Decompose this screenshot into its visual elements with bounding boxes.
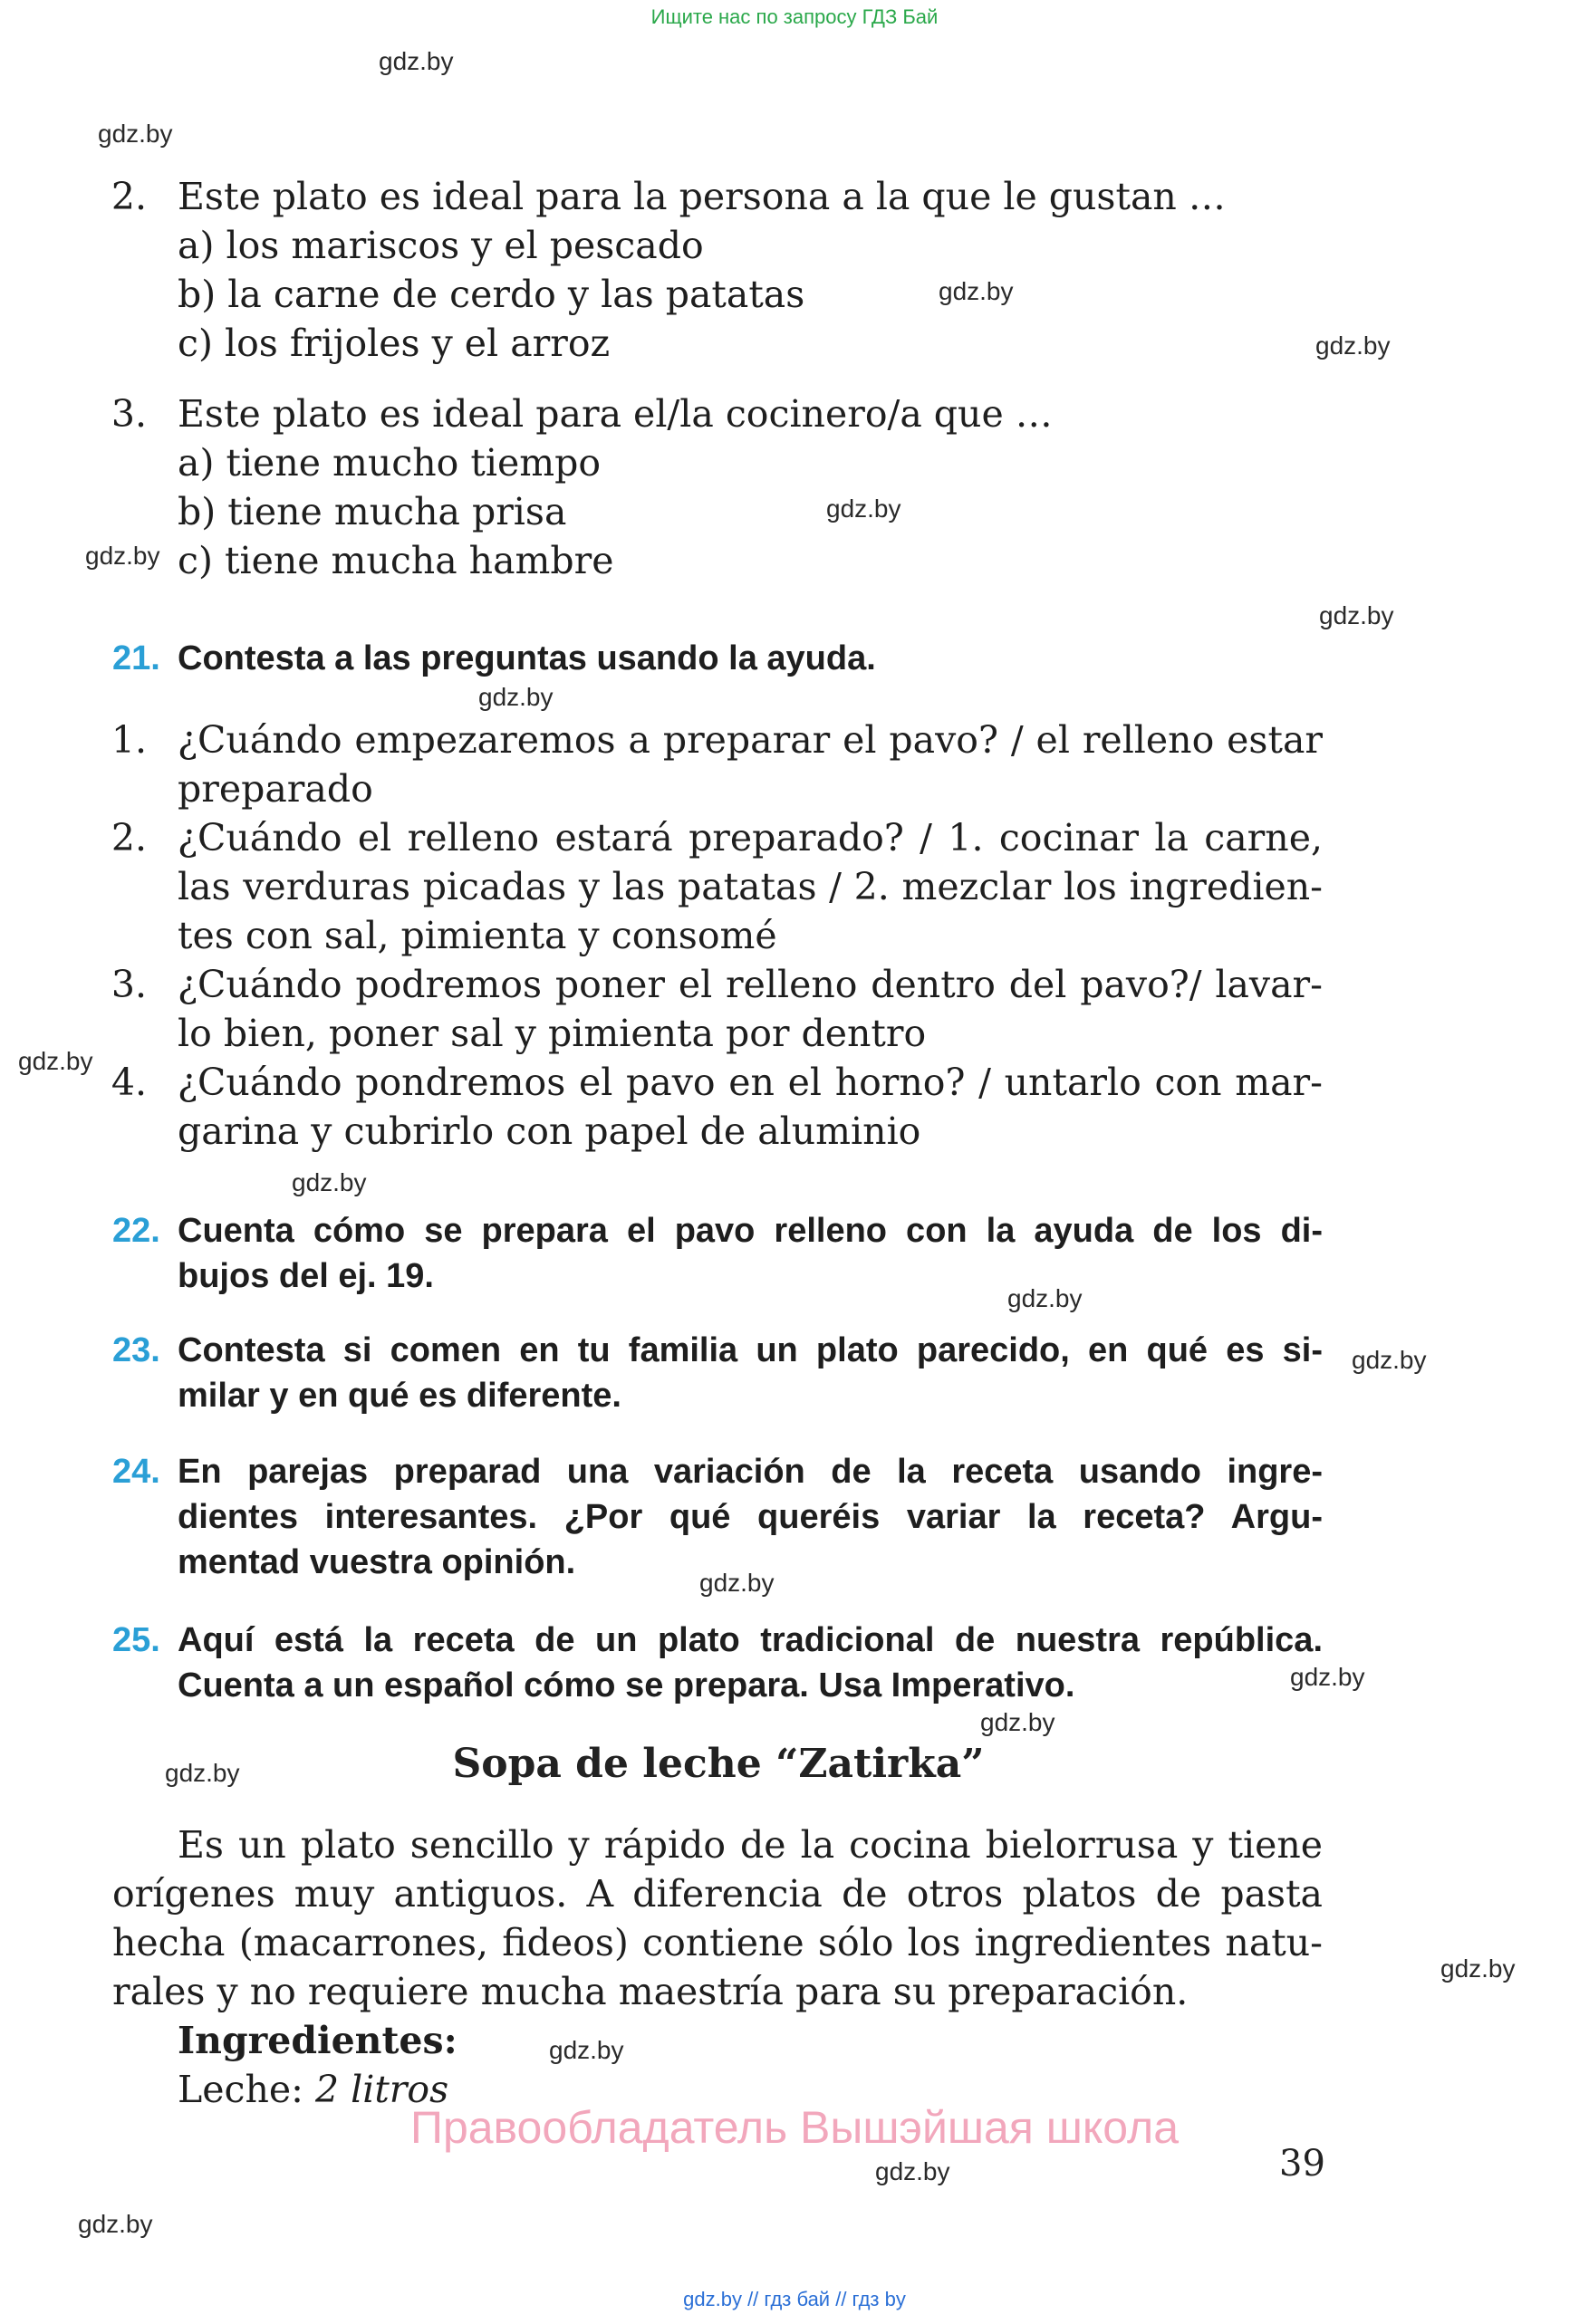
list-item-text: ¿Cuándo el relleno estará preparado? / 1. cocinar la carne, xyxy=(178,816,1323,859)
watermark: gdz.by xyxy=(1290,1663,1365,1691)
watermark: gdz.by xyxy=(78,2210,153,2238)
list-item-text: ¿Cuándo podremos poner el relleno dentro del pavo?/ lavar- xyxy=(178,963,1323,1006)
ingredient-name: Leche: xyxy=(178,2068,303,2111)
exercise-number: 22. xyxy=(112,1212,160,1250)
recipe-paragraph-line: Es un plato sencillo y rápido de la cocina bielorrusa y tiene xyxy=(178,1823,1323,1867)
top-banner: Ищите нас по запросу ГДЗ Бай xyxy=(650,5,939,28)
watermark: gdz.by xyxy=(549,2036,624,2064)
watermark: gdz.by xyxy=(699,1569,775,1597)
answer-option: b) la carne de cerdo y las patatas xyxy=(178,273,805,316)
list-item-text: preparado xyxy=(178,767,373,811)
list-item-number: 1. xyxy=(111,718,147,762)
ingredient-amount: 2 litros xyxy=(314,2068,449,2111)
watermark: gdz.by xyxy=(85,542,160,570)
exercise-number: 23. xyxy=(112,1331,160,1369)
watermark: gdz.by xyxy=(1319,601,1394,629)
list-item-text: ¿Cuándo pondremos el pavo en el horno? / untarlo con mar- xyxy=(178,1061,1323,1104)
recipe-paragraph-line: hecha (macarrones, fideos) contiene sólo los ingredientes natu- xyxy=(112,1921,1323,1964)
exercise-text: Cuenta cómo se prepara el pavo relleno con la ayuda de los di- xyxy=(178,1212,1323,1250)
recipe-title: Sopa de leche “Zatirka” xyxy=(452,1741,985,1787)
question-number: 2. xyxy=(111,175,147,218)
ingredients-heading: Ingredientes: xyxy=(178,2019,457,2062)
watermark: gdz.by xyxy=(292,1168,367,1196)
watermark: gdz.by xyxy=(1007,1284,1083,1312)
watermark: gdz.by xyxy=(379,47,454,75)
watermark: gdz.by xyxy=(939,277,1014,305)
exercise-text: Contesta si comen en tu familia un plato parecido, en qué es si- xyxy=(178,1331,1323,1369)
watermark: gdz.by xyxy=(1315,331,1391,360)
exercise-number: 24. xyxy=(112,1453,160,1491)
answer-option: c) los frijoles y el arroz xyxy=(178,322,611,365)
list-item-text: garina y cubrirlo con papel de aluminio xyxy=(178,1109,921,1153)
recipe-paragraph-line: orígenes muy antiguos. A diferencia de otros platos de pasta xyxy=(112,1872,1323,1916)
exercise-number: 21. xyxy=(112,639,160,677)
exercise-number: 25. xyxy=(112,1621,160,1659)
list-item-text: las verduras picadas y las patatas / 2. mezclar los ingredien- xyxy=(178,865,1323,908)
watermark: gdz.by xyxy=(1352,1346,1427,1374)
answer-option: c) tiene mucha hambre xyxy=(178,539,614,582)
exercise-text: mentad vuestra opinión. xyxy=(178,1543,576,1581)
exercise-text: Cuenta a un español cómo se prepara. Usa Imperativo. xyxy=(178,1666,1075,1705)
watermark: gdz.by xyxy=(478,683,554,711)
answer-option: b) tiene mucha prisa xyxy=(178,490,567,533)
exercise-title: Contesta a las preguntas usando la ayuda. xyxy=(178,639,876,677)
recipe-paragraph-line: rales y no requiere mucha maestría para su preparación. xyxy=(112,1970,1189,2013)
list-item-text: ¿Cuándo empezaremos a preparar el pavo? / el relleno estar xyxy=(178,718,1323,762)
watermark: gdz.by xyxy=(18,1047,93,1075)
list-item-number: 4. xyxy=(111,1061,147,1104)
question-number: 3. xyxy=(111,392,147,436)
question-text: Este plato es ideal para la persona a la que le gustan … xyxy=(178,175,1226,218)
footer-links: gdz.by // гдз бай // гдз by xyxy=(683,2288,906,2310)
watermark: gdz.by xyxy=(1440,1954,1516,1983)
page-number: 39 xyxy=(1279,2143,1325,2185)
watermark: gdz.by xyxy=(875,2157,950,2185)
watermark: gdz.by xyxy=(165,1759,240,1787)
exercise-text: En parejas preparad una variación de la receta usando ingre- xyxy=(178,1453,1323,1491)
exercise-text: milar y en qué es diferente. xyxy=(178,1377,621,1415)
copyright-watermark: Правообладатель Вышэйшая школа xyxy=(410,2102,1179,2153)
list-item-number: 3. xyxy=(111,963,147,1006)
list-item-text: tes con sal, pimienta y consomé xyxy=(178,914,777,957)
watermark: gdz.by xyxy=(98,120,173,148)
exercise-text: bujos del ej. 19. xyxy=(178,1257,434,1295)
list-item-number: 2. xyxy=(111,816,147,859)
answer-option: a) tiene mucho tiempo xyxy=(178,441,602,485)
exercise-text: Aquí está la receta de un plato tradicional de nuestra república. xyxy=(178,1621,1323,1659)
answer-option: a) los mariscos y el pescado xyxy=(178,224,704,267)
list-item-text: lo bien, poner sal y pimienta por dentro xyxy=(178,1012,927,1055)
watermark: gdz.by xyxy=(826,495,901,523)
watermark: gdz.by xyxy=(980,1708,1055,1736)
exercise-text: dientes interesantes. ¿Por qué queréis variar la receta? Argu- xyxy=(178,1498,1323,1536)
question-text: Este plato es ideal para el/la cocinero/a que … xyxy=(178,392,1053,436)
